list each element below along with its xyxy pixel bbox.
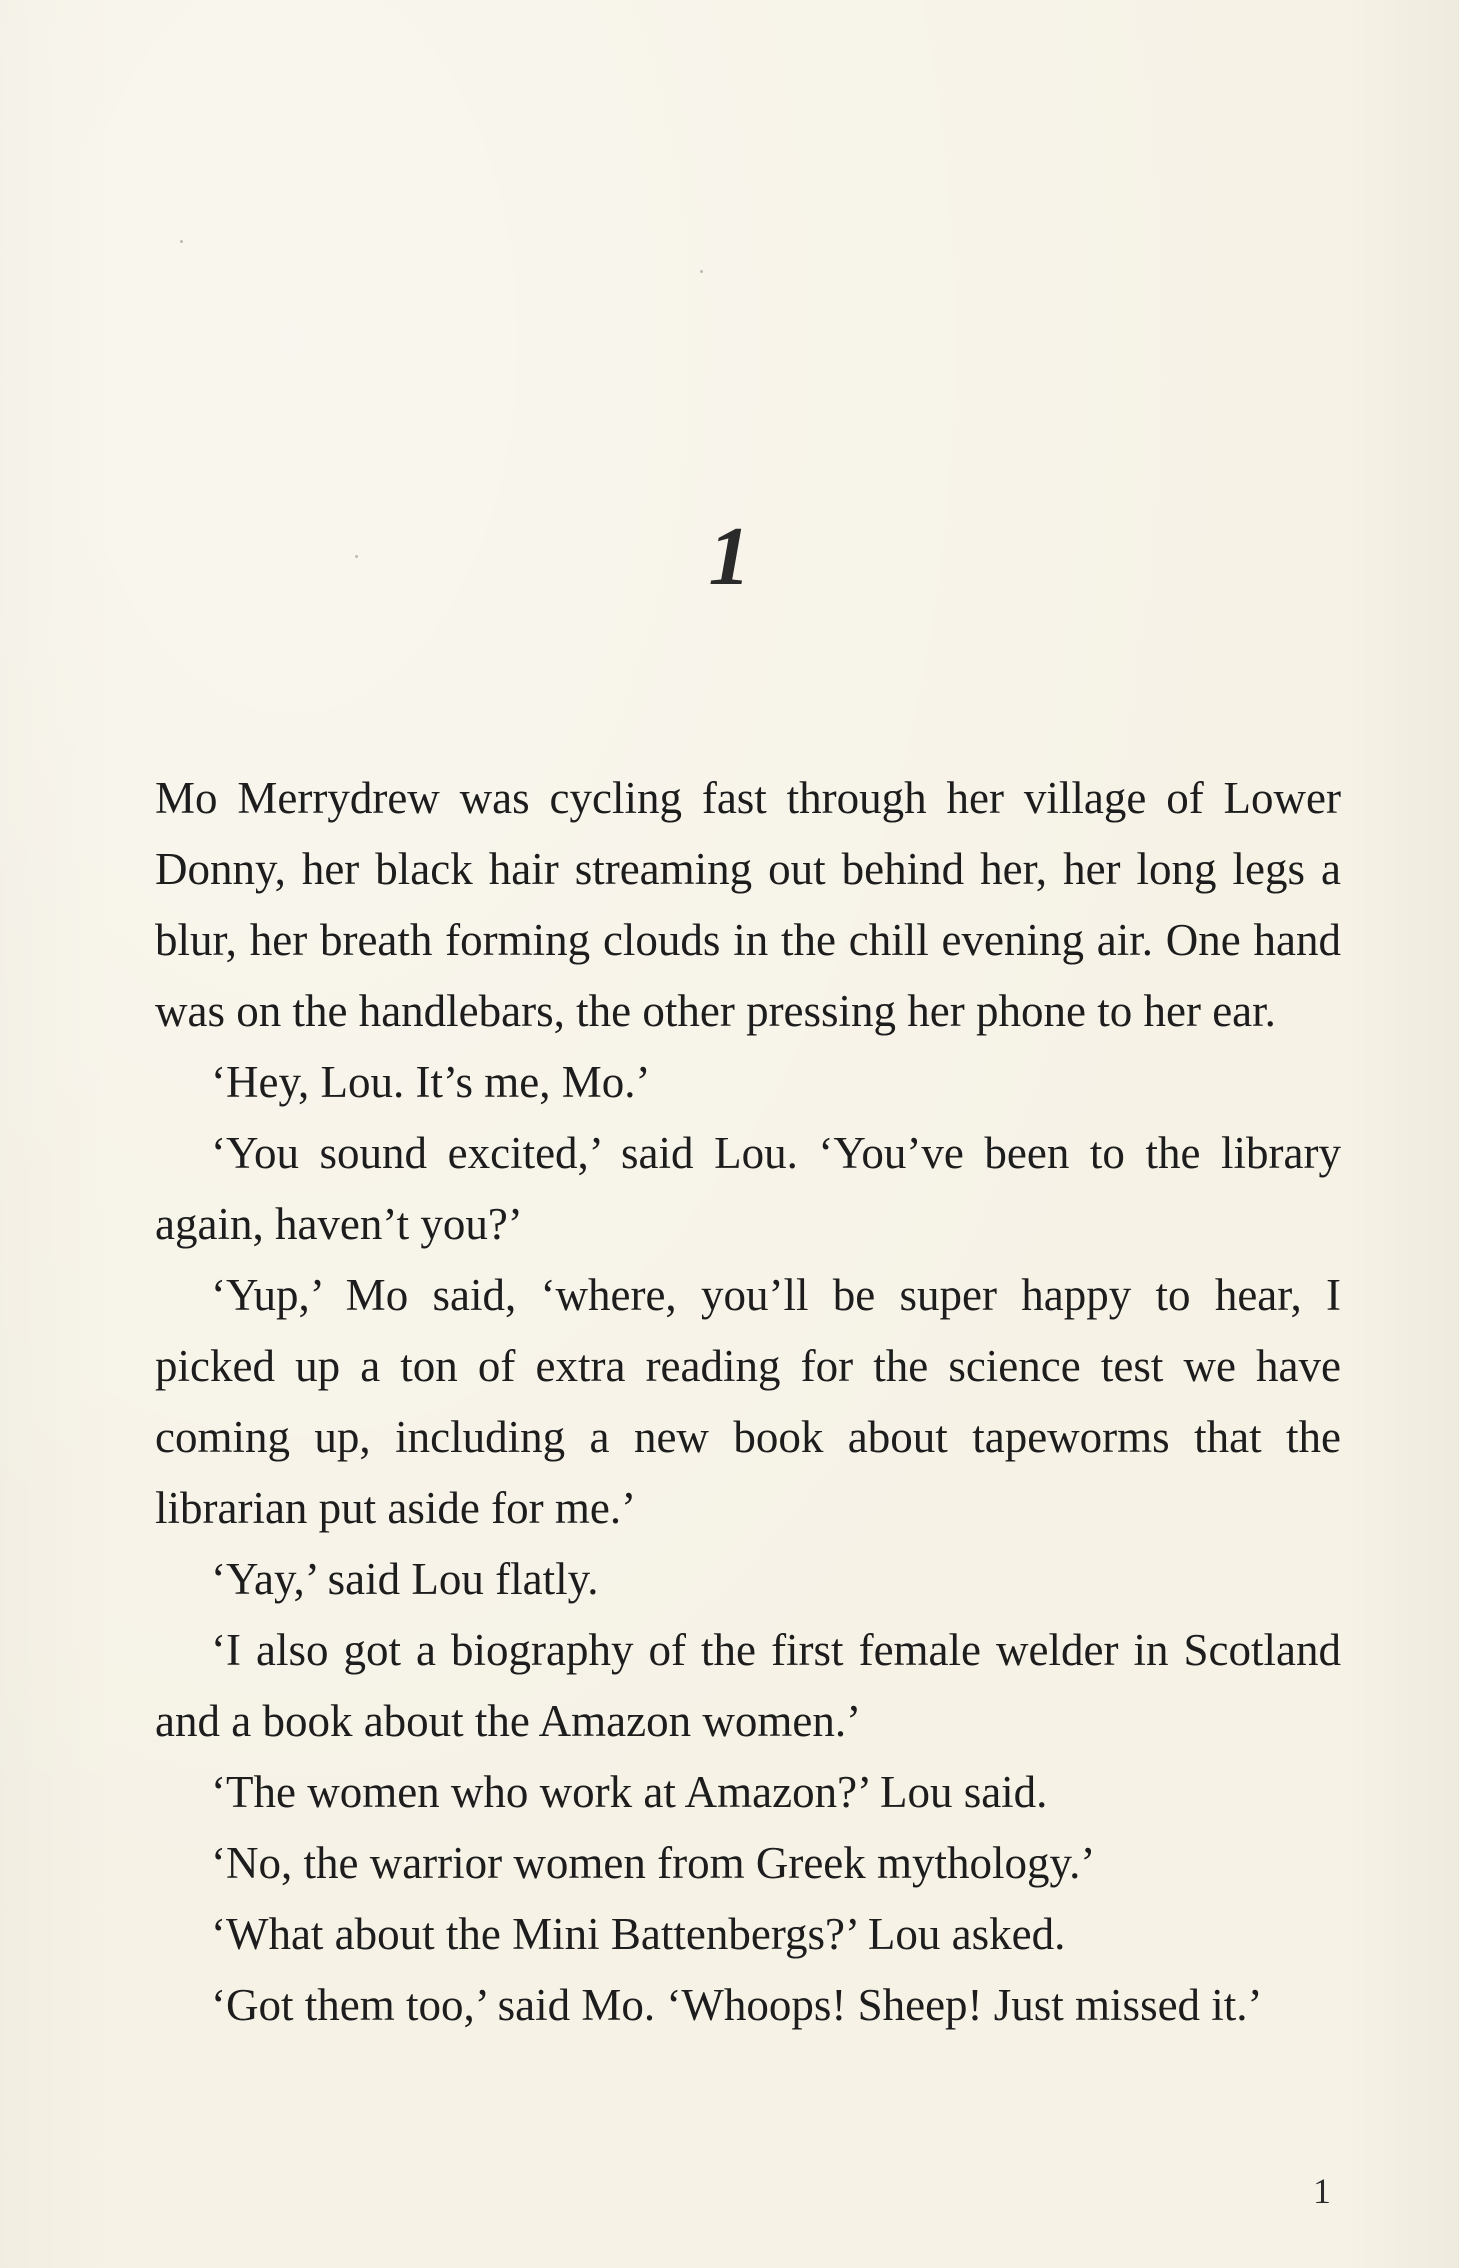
page-number: 1 — [1313, 2171, 1331, 2211]
paragraph: ‘I also got a biography of the first female welder in Scotland and a book about the Amazon women.’ — [155, 1625, 1341, 1746]
paper-speck — [700, 270, 703, 273]
paragraph: ‘The women who work at Amazon?’ Lou said. — [211, 1767, 1048, 1817]
chapter-body-text — [155, 763, 1341, 2041]
paper-speck — [180, 240, 183, 243]
paragraph: ‘Hey, Lou. It’s me, Mo.’ — [211, 1057, 651, 1107]
paragraph: ‘No, the warrior women from Greek mythology.’ — [211, 1838, 1096, 1888]
paragraph: Mo Merrydrew was cycling fast through her village of Lower Donny, her black hair streaming out behind her, her long legs a blur, her breath forming clouds in the chill evening air. One hand was on the handlebars, the other pressing her phone to her ear. — [155, 773, 1341, 1036]
paragraph: ‘Yup,’ Mo said, ‘where, you’ll be super happy to hear, I picked up a ton of extra reading for the science test we have coming up, including a new book about tapeworms that the librarian put aside for me.’ — [155, 1270, 1341, 1533]
paragraph: ‘What about the Mini Battenbergs?’ Lou asked. — [211, 1909, 1066, 1959]
chapter-number: 1 — [708, 510, 751, 603]
paragraph: ‘You sound excited,’ said Lou. ‘You’ve been to the library again, haven’t you?’ — [155, 1128, 1341, 1249]
paragraph: ‘Yay,’ said Lou flatly. — [211, 1554, 599, 1604]
paragraph: ‘Got them too,’ said Mo. ‘Whoops! Sheep! Just missed it.’ — [211, 1980, 1263, 2030]
